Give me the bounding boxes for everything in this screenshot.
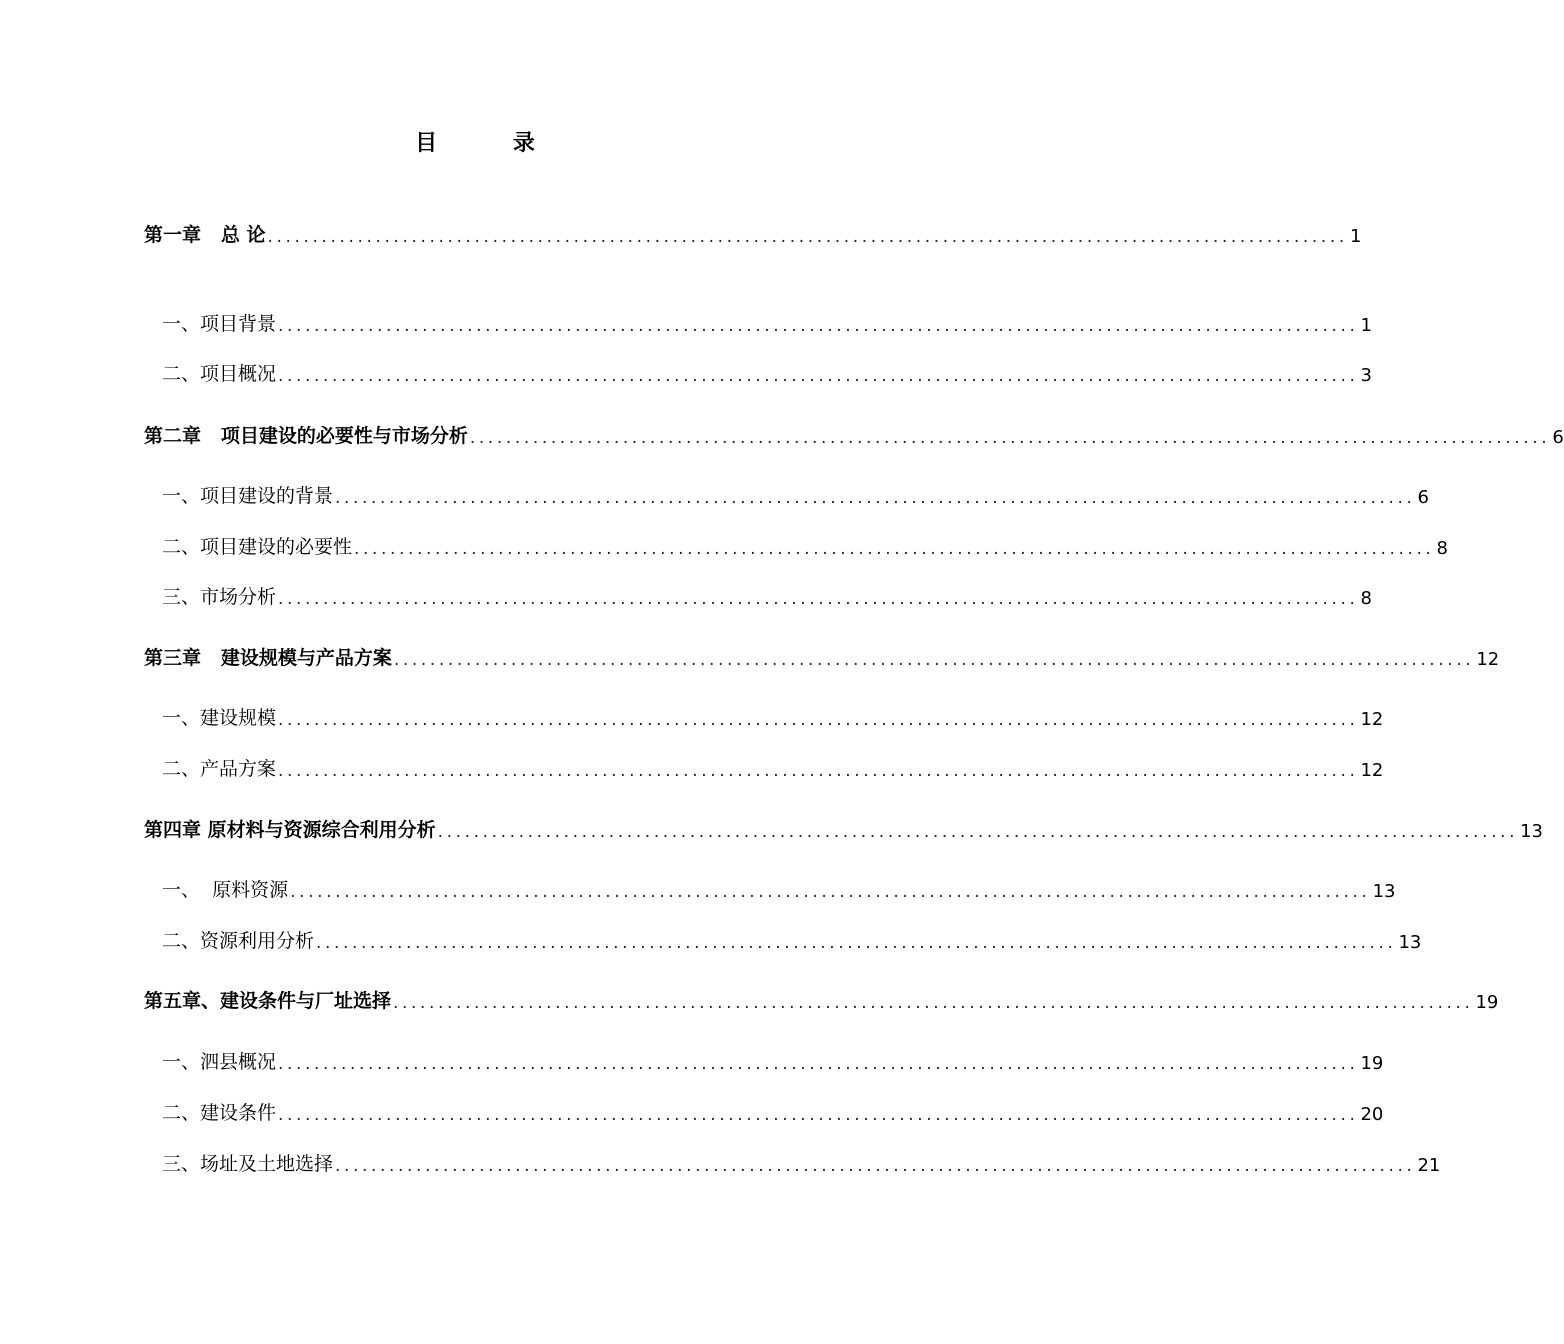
toc-entry-page: 12 [1360, 709, 1384, 730]
toc-entry-page: 13 [1372, 881, 1396, 902]
toc-entry-label: 一、项目背景 [162, 313, 277, 335]
toc-entry-page: 19 [1475, 992, 1499, 1013]
toc-entry-label: 三、场址及土地选择 [162, 1153, 334, 1175]
toc-entry-chapter-4[interactable] [144, 812, 1543, 842]
dot-leader: ........................................................................................................................ [278, 589, 1359, 609]
toc-entry-label: 一、建设规模 [162, 707, 277, 729]
dot-leader: ........................................................................................................................ [278, 1054, 1359, 1074]
toc-entry-label: 二、产品方案 [162, 758, 277, 780]
toc-entry-page: 19 [1360, 1053, 1384, 1074]
toc-entry-label: 二、资源利用分析 [162, 930, 315, 952]
dot-leader: ........................................................................................................................ [278, 366, 1359, 386]
dot-leader: ........................................................................................................................ [335, 488, 1416, 508]
dot-leader: ........................................................................................................................ [354, 539, 1435, 559]
dot-leader: ........................................................................................................................ [290, 882, 1371, 902]
dot-leader: ........................................................................................................................ [437, 822, 1519, 842]
toc-entry-chapter-5[interactable] [144, 983, 1499, 1013]
toc-entry-page: 3 [1360, 365, 1372, 386]
toc-entry-page: 13 [1398, 932, 1422, 953]
dot-leader: ........................................................................................................................ [278, 761, 1359, 781]
toc-entry-label: 二、建设条件 [162, 1102, 277, 1124]
dot-leader: ........................................................................................................................ [335, 1156, 1416, 1176]
toc-entry-label: 三、市场分析 [162, 586, 277, 608]
toc-entry-section[interactable] [162, 356, 1372, 386]
toc-entry-page: 6 [1417, 487, 1429, 508]
dot-leader: ........................................................................................................................ [316, 933, 1397, 953]
dot-leader: ........................................................................................................................ [278, 710, 1359, 730]
toc-title: 目 录 [415, 131, 569, 156]
dot-leader: ........................................................................................................................ [267, 227, 1348, 247]
toc-entry-label: 第三章 建设规模与产品方案 [144, 647, 392, 669]
toc-entry-page: 8 [1436, 538, 1448, 559]
dot-leader: ........................................................................................................................ [469, 428, 1551, 448]
toc-entry-label: 二、项目概况 [162, 363, 277, 385]
dot-leader: ........................................................................................................................ [393, 993, 1474, 1013]
toc-entry-page: 12 [1476, 649, 1500, 670]
toc-entry-chapter-2[interactable] [144, 418, 1564, 448]
toc-entry-section[interactable] [162, 1095, 1384, 1125]
toc-entry-chapter-3[interactable] [144, 640, 1500, 670]
toc-entry-page: 13 [1520, 821, 1543, 842]
toc-entry-section[interactable] [162, 529, 1448, 559]
toc-entry-label: 一、项目建设的背景 [162, 485, 334, 507]
toc-entry-label: 第一章 总 论 [144, 224, 266, 246]
toc-entry-label: 第二章 项目建设的必要性与市场分析 [144, 425, 468, 447]
toc-entry-page: 6 [1552, 427, 1564, 448]
toc-entry-page: 21 [1417, 1155, 1441, 1176]
toc-entry-section[interactable] [162, 1044, 1384, 1074]
toc-entry-page: 12 [1360, 760, 1384, 781]
toc-entry-section[interactable] [162, 478, 1429, 508]
dot-leader: ........................................................................................................................ [278, 316, 1359, 336]
dot-leader: ........................................................................................................................ [393, 650, 1475, 670]
toc-entry-section[interactable] [162, 923, 1422, 953]
toc-entry-section[interactable] [162, 306, 1372, 336]
dot-leader: ........................................................................................................................ [278, 1105, 1359, 1125]
toc-entry-label: 一、泗县概况 [162, 1051, 277, 1073]
toc-entry-section[interactable] [162, 872, 1396, 902]
toc-entry-section[interactable] [162, 751, 1384, 781]
toc-entry-page: 20 [1360, 1104, 1384, 1125]
toc-entry-chapter-1[interactable] [144, 217, 1362, 247]
toc-entry-label: 一、 原料资源 [162, 879, 289, 901]
toc-entry-page: 8 [1360, 588, 1372, 609]
toc-entry-label: 第四章 原材料与资源综合利用分析 [144, 819, 436, 841]
toc-entry-section[interactable] [162, 1146, 1441, 1176]
toc-entry-page: 1 [1360, 315, 1372, 336]
toc-entry-label: 第五章、建设条件与厂址选择 [144, 990, 392, 1012]
toc-entry-label: 二、项目建设的必要性 [162, 536, 353, 558]
toc-entry-page: 1 [1349, 226, 1362, 247]
toc-entry-section[interactable] [162, 700, 1384, 730]
toc-entry-section[interactable] [162, 579, 1372, 609]
